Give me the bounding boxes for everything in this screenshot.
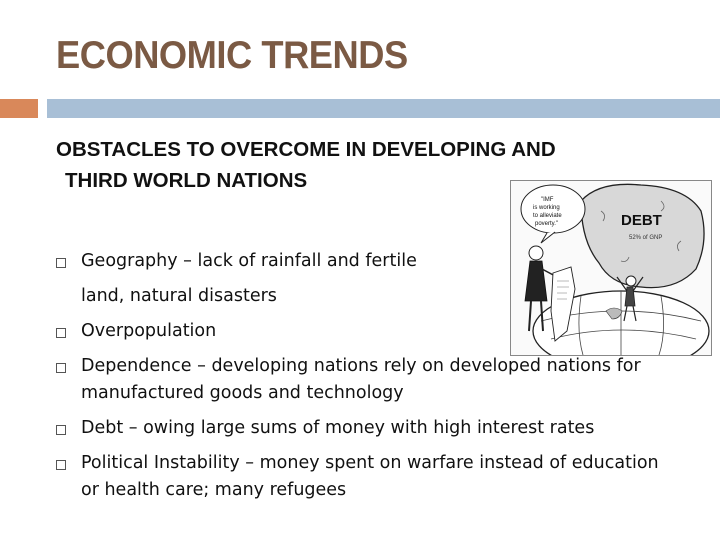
bullet-text: Dependence – developing nations rely on developed nations for manufactured goods and technology [81,356,641,403]
bullet-box-icon [56,363,66,373]
bullet-box-icon [56,460,66,470]
bullet-item [56,450,676,504]
bullet-item [56,415,676,442]
cartoon-drawing [511,181,711,355]
subheading-line-2: THIRD WORLD NATIONS [65,169,308,192]
bullet-text: Debt – owing large sums of money with high interest rates [81,418,595,438]
title-rule [47,99,720,118]
bullet-box-icon [56,425,66,435]
debt-cartoon-image [510,180,712,356]
bullet-box-icon [56,258,66,268]
speech-line: poverty." [535,221,559,227]
subheading-line-1: OBSTACLES TO OVERCOME IN DEVELOPING AND [56,138,556,161]
bullet-text: Political Instability – money spent on warfare instead of education or health care; many refugees [81,453,659,500]
speech-line: to alleviate [533,213,562,219]
speech-line: "IMF [541,197,554,203]
speech-line: is working [533,205,560,211]
slide-title: ECONOMIC TRENDS [56,34,408,77]
bullet-text: Geography – lack of rainfall and fertile [81,251,417,271]
debt-label: DEBT [621,212,662,229]
bullet-text: Overpopulation [81,321,217,341]
bullet-continuation: land, natural disasters [81,286,277,306]
debt-sub-label: 52% of GNP [629,235,663,241]
bullet-item [56,353,676,407]
bullet-box-icon [56,328,66,338]
accent-bar [0,99,38,118]
